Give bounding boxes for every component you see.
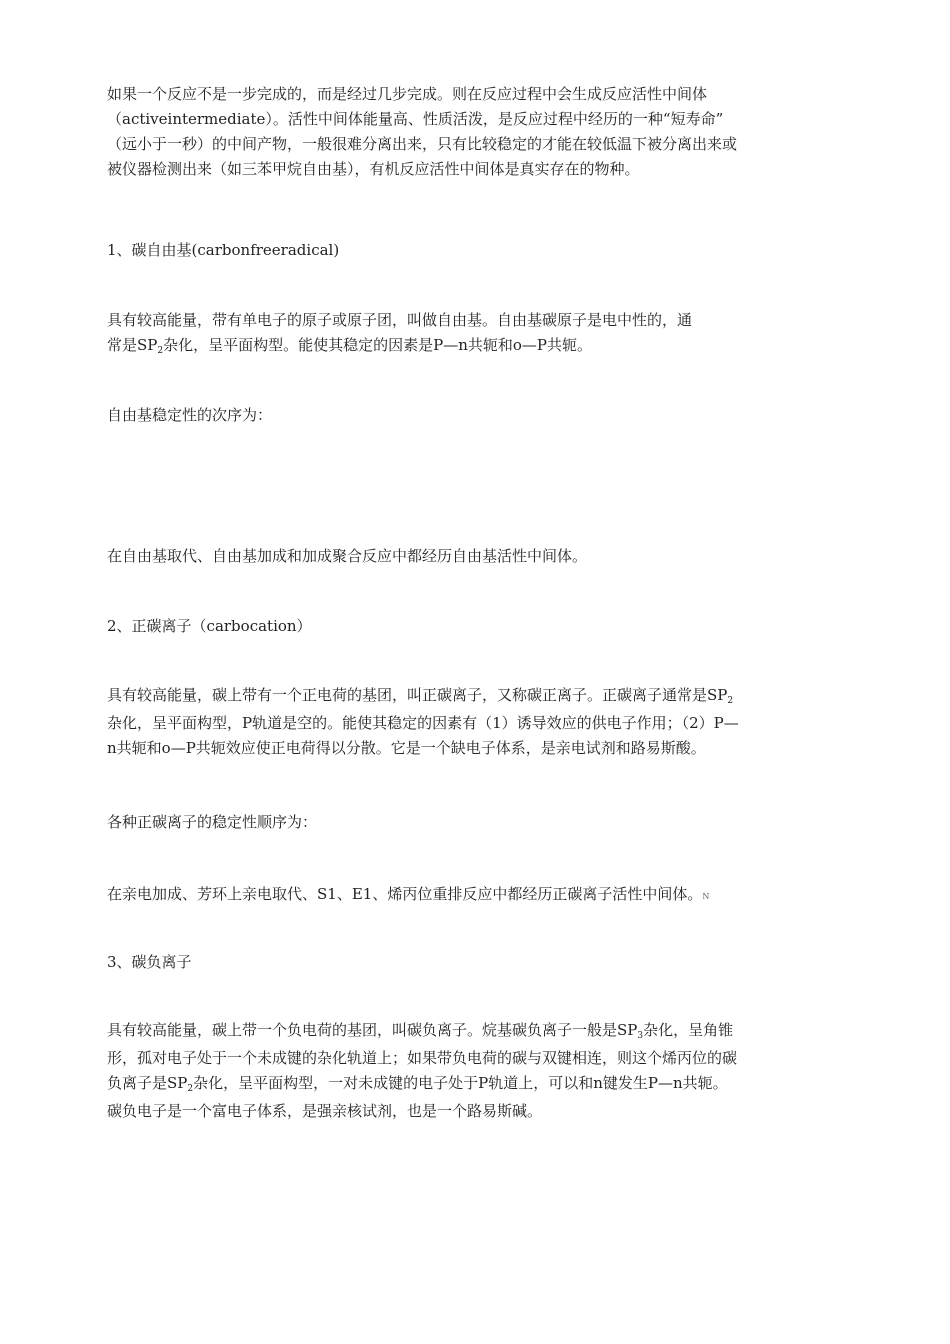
intro-line: （activeintermediate）。活性中间体能量高、性质活泼，是反应过程中经历的一种“短寿命” xyxy=(107,110,724,128)
subscript: 2 xyxy=(727,696,734,706)
intro-line: （远小于一秒）的中间产物，一般很难分离出来，只有比较稳定的才能在较低温下被分离出来或 xyxy=(107,135,738,153)
section1-description: 具有较高能量，带有单电子的原子或原子团，叫做自由基。自由基碳原子是电中性的，通 常是$SP_2$杂化，呈平面构型。能使其稳定的因素是P—n共轭和o—P共轭。 xyxy=(107,311,693,356)
section3-heading: 3、碳负离子 xyxy=(107,953,192,971)
intro-line: 被仪器检测出来（如三苯甲烷自由基），有机反应活性中间体是真实存在的物种。 xyxy=(107,160,640,178)
subscript: 2 xyxy=(157,346,164,356)
intro-paragraph xyxy=(107,82,872,182)
section2-reactions: 在亲电加成、芳环上亲电取代、S1、E1、烯丙位重排反应中都经历正碳离子活性中间体。N xyxy=(107,885,710,903)
section2-heading: 2、正碳离子（carbocation） xyxy=(107,617,312,635)
section3-description: 具有较高能量，碳上带一个负电荷的基团，叫碳负离子。烷基碳负离子一般是$SP_3$杂化，呈角锥 形，孤对电子处于一个未成键的杂化轨道上；如果带负电荷的碳与双键相连，则这个烯丙位的碳 负离子是$SP_2$杂化，呈平面构型，一对未成键的电子处于P轨道上，可以和n键发生P—n共轭。 碳负电子是一个富电子体系，是强亲核试剂，也是一个路易斯碱。 xyxy=(107,1021,738,1120)
intro-line: 如果一个反应不是一步完成的，而是经过几步完成。则在反应过程中会生成反应活性中间体 xyxy=(107,85,708,103)
section2-description: 具有较高能量，碳上带有一个正电荷的基团，叫正碳离子，又称碳正离子。正碳离子通常是$SP_2$ 杂化，呈平面构型，P轨道是空的。能使其稳定的因素有（1）诱导效应的供电子作用；（2）P— n共轭和o—P共轭效应使正电荷得以分散。它是一个缺电子体系，是亲电试剂和路易斯酸。 xyxy=(107,686,739,757)
subscript: 2 xyxy=(187,1084,194,1094)
section2-order-label: 各种正碳离子的稳定性顺序为： xyxy=(107,813,318,831)
footnote-mark: N xyxy=(702,892,710,901)
section1-order-label: 自由基稳定性的次序为： xyxy=(107,406,273,424)
section1-heading: 1、碳自由基(carbonfreeradical) xyxy=(107,241,340,259)
section1-reactions: 在自由基取代、自由基加成和加成聚合反应中都经历自由基活性中间体。 xyxy=(107,547,588,565)
subscript: 3 xyxy=(637,1031,644,1041)
